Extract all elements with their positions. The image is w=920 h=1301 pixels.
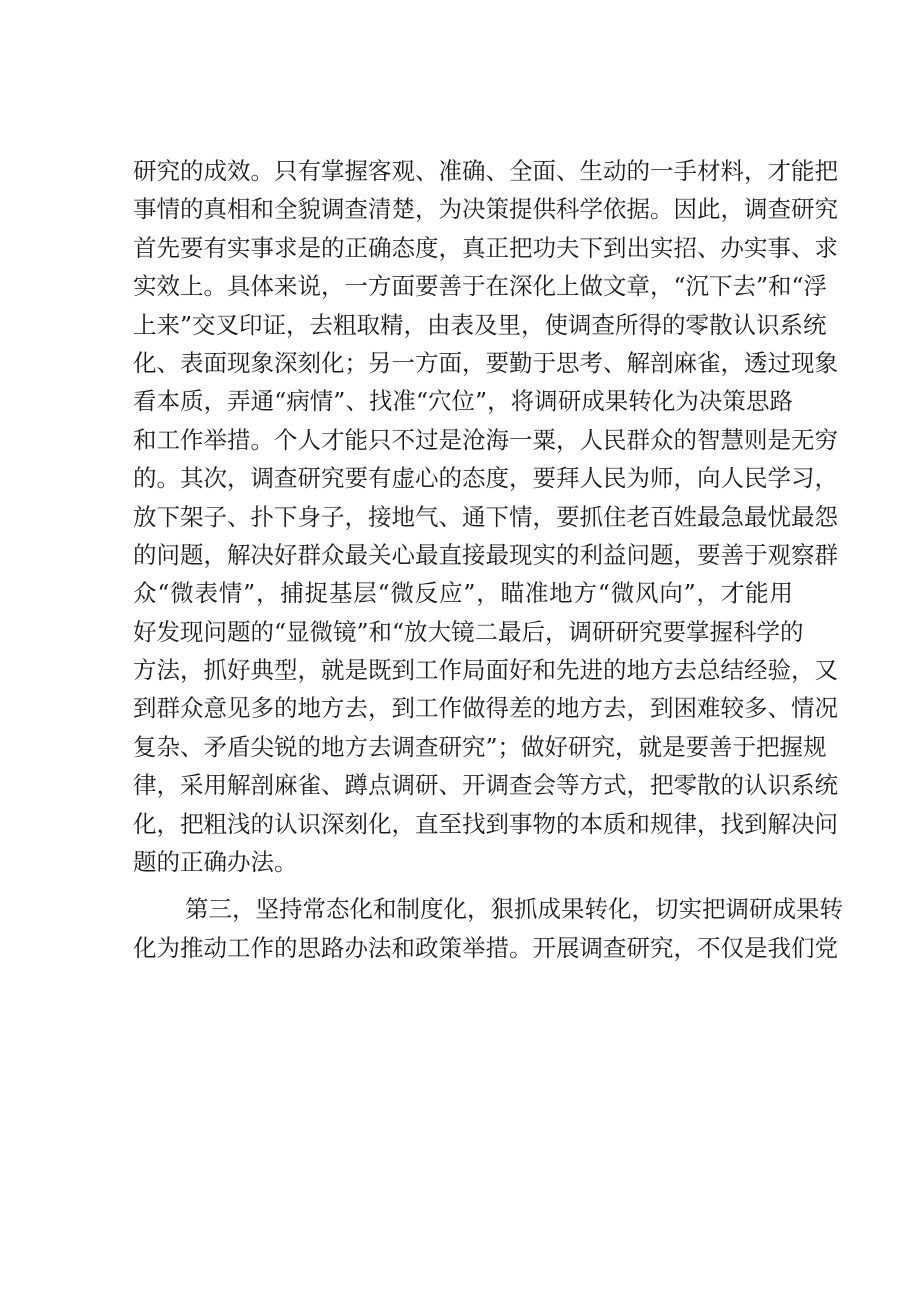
text-line: 上来”交叉印证，去粗取精，由表及里，使调查所得的零散认识系统 bbox=[133, 310, 827, 339]
paragraph-1 bbox=[133, 152, 838, 881]
text-line: 和工作举措。个人才能只不过是沧海一粟，人民群众的智慧则是无穷 bbox=[133, 425, 838, 454]
text-line: 到群众意见多的地方去，到工作做得差的地方去，到困难较多、情况 bbox=[133, 694, 838, 723]
paragraph-spacer bbox=[133, 881, 793, 890]
text-line: 方法，抓好典型，就是既到工作局面好和先进的地方去总结经验，又 bbox=[133, 656, 838, 685]
text-line: 化、表面现象深刻化；另一方面，要勤于思考、解剖麻雀，透过现象 bbox=[133, 348, 838, 377]
text-line: 事情的真相和全貌调查清楚，为决策提供科学依据。因此，调查研究 bbox=[133, 195, 838, 224]
text-line: 放下架子、扑下身子，接地气、通下情，要抓住老百姓最急最忧最怨 bbox=[133, 502, 838, 531]
text-line: 研究的成效。只有掌握客观、准确、全面、生动的一手材料，才能把 bbox=[133, 157, 838, 185]
text-line: 看本质，弄通“病情”、找准“穴位”，将调研成果转化为决策思路 bbox=[133, 387, 793, 416]
text-line: 的。其次，调查研究要有虚心的态度，要拜人民为师，向人民学习， bbox=[133, 464, 838, 493]
text-line: 第三，坚持常态化和制度化，狠抓成果转化，切实把调研成果转 bbox=[185, 895, 843, 924]
text-line: 实效上。具体来说，一方面要善于在深化上做文章，“沉下去”和“浮 bbox=[133, 272, 828, 301]
text-line: 化，把粗浅的认识深刻化，直至找到事物的本质和规律，找到解决问 bbox=[133, 809, 838, 838]
text-line: 化为推动工作的思路办法和政策举措。开展调查研究，不仅是我们党 bbox=[133, 933, 838, 962]
text-line: 的问题，解决好群众最关心最直接最现实的利益问题，要善于观察群 bbox=[133, 540, 838, 569]
text-line: 题的正确办法。 bbox=[133, 848, 298, 877]
text-line: 律，采用解剖麻雀、蹲点调研、开调查会等方式，把零散的认识系统 bbox=[133, 771, 838, 800]
text-line: 首先要有实事求是的正确态度，真正把功夫下到出实招、办实事、求 bbox=[133, 233, 838, 262]
text-line: 众“微表情”，捕捉基层“微反应”，瞄准地方“微风向”，才能用 bbox=[133, 579, 793, 608]
text-line: 好发现问题的“显微镜”和“放大镜二最后，调研研究要掌握科学的 bbox=[133, 617, 804, 646]
paragraph-2 bbox=[133, 890, 843, 967]
text-line: 复杂、矛盾尖锐的地方去调查研究”；做好研究，就是要善于把握规 bbox=[133, 732, 827, 761]
document-body bbox=[133, 152, 843, 967]
